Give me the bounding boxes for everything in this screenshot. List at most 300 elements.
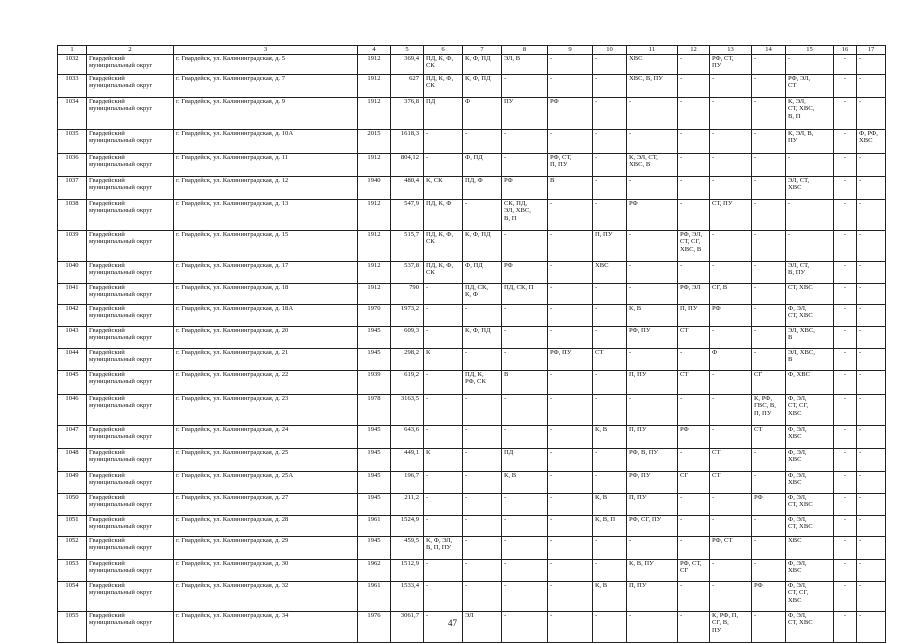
work-type-cell: - [857, 176, 886, 199]
column-number-header: 5 [391, 46, 424, 55]
work-type-cell: - [593, 153, 627, 176]
work-type-cell: - [857, 536, 886, 559]
municipality-cell: Гвардейский муниципальный округ [87, 559, 174, 581]
municipality-cell: Гвардейский муниципальный округ [87, 425, 174, 448]
work-type-cell: ПД [424, 97, 463, 129]
work-type-cell: Ф, ЭЛ, СТ, ХВС [786, 304, 834, 326]
work-type-cell: - [424, 153, 463, 176]
work-type-cell: - [834, 54, 857, 74]
work-type-cell: - [834, 559, 857, 581]
area-cell: 515,7 [391, 230, 424, 261]
year-cell: 1961 [358, 515, 391, 536]
row-number-cell: 1044 [58, 348, 87, 370]
work-type-cell: РФ, ПУ [627, 326, 678, 348]
work-type-cell: - [834, 153, 857, 176]
work-type-cell: - [857, 326, 886, 348]
work-type-cell: СТ, ПУ [710, 199, 752, 230]
work-type-cell: - [834, 611, 857, 642]
work-type-cell: - [502, 394, 548, 425]
address-cell: г. Гвардейск, ул. Калининградская, д. 13 [174, 199, 358, 230]
work-type-cell: - [678, 199, 710, 230]
work-type-cell: СТ [710, 448, 752, 471]
address-cell: г. Гвардейск, ул. Калининградская, д. 12 [174, 176, 358, 199]
table-row [58, 471, 886, 493]
year-cell: 1976 [358, 611, 391, 642]
year-cell: 1939 [358, 370, 391, 394]
work-type-cell: Ф, РФ, ХВС [857, 129, 886, 153]
work-type-cell: - [548, 199, 593, 230]
work-type-cell: - [678, 515, 710, 536]
work-type-cell: - [752, 153, 786, 176]
work-type-cell: СТ [710, 471, 752, 493]
year-cell: 1970 [358, 304, 391, 326]
work-type-cell: - [834, 199, 857, 230]
work-type-cell: - [752, 448, 786, 471]
work-type-cell: - [786, 54, 834, 74]
work-type-cell: - [502, 348, 548, 370]
work-type-cell: РФ [502, 176, 548, 199]
table-row [58, 283, 886, 304]
work-type-cell: - [424, 515, 463, 536]
work-type-cell: - [424, 493, 463, 515]
work-type-cell: - [678, 153, 710, 176]
address-cell: г. Гвардейск, ул. Калининградская, д. 25 [174, 448, 358, 471]
work-type-cell: РФ, ЭЛ, СТ, СГ, ХВС, В [678, 230, 710, 261]
work-type-cell: - [502, 129, 548, 153]
table-row [58, 230, 886, 261]
row-number-cell: 1047 [58, 425, 87, 448]
work-type-cell: - [857, 230, 886, 261]
column-number-header: 1 [58, 46, 87, 55]
work-type-cell: Ф [710, 348, 752, 370]
area-cell: 609,3 [391, 326, 424, 348]
work-type-cell: - [593, 559, 627, 581]
work-type-cell: ЭЛ [463, 611, 502, 642]
work-type-cell: К, Ф, ЭЛ, В, П, ПУ [424, 536, 463, 559]
work-type-cell: - [834, 515, 857, 536]
work-type-cell: - [710, 97, 752, 129]
work-type-cell: К, В [627, 304, 678, 326]
work-type-cell: - [857, 493, 886, 515]
address-cell: г. Гвардейск, ул. Калининградская, д. 24 [174, 425, 358, 448]
table-row [58, 425, 886, 448]
row-number-cell: 1051 [58, 515, 87, 536]
work-type-cell: - [678, 611, 710, 642]
address-cell: г. Гвардейск, ул. Калининградская, д. 32 [174, 581, 358, 611]
municipality-cell: Гвардейский муниципальный округ [87, 230, 174, 261]
address-cell: г. Гвардейск, ул. Калининградская, д. 20 [174, 326, 358, 348]
work-type-cell: К, В [593, 425, 627, 448]
work-type-cell: П, ПУ [593, 230, 627, 261]
work-type-cell: ЭЛ, СТ, В, ПУ [786, 261, 834, 283]
work-type-cell: К, В [502, 471, 548, 493]
work-type-cell: - [752, 283, 786, 304]
address-cell: г. Гвардейск, ул. Калининградская, д. 5 [174, 54, 358, 74]
column-number-header: 12 [678, 46, 710, 55]
work-type-cell: - [710, 153, 752, 176]
table-row [58, 536, 886, 559]
work-type-cell: - [786, 230, 834, 261]
work-type-cell: ПД, К, Ф, СК [424, 230, 463, 261]
address-cell: г. Гвардейск, ул. Калининградская, д. 29 [174, 536, 358, 559]
work-type-cell: - [834, 230, 857, 261]
row-number-cell: 1034 [58, 97, 87, 129]
work-type-cell: - [502, 326, 548, 348]
municipality-cell: Гвардейский муниципальный округ [87, 261, 174, 283]
work-type-cell: ЭЛ, СТ, ХВС [786, 176, 834, 199]
work-type-cell: В [548, 176, 593, 199]
area-cell: 643,6 [391, 425, 424, 448]
area-cell: 211,2 [391, 493, 424, 515]
work-type-cell: - [834, 370, 857, 394]
work-type-cell: - [463, 559, 502, 581]
work-type-cell: - [857, 370, 886, 394]
work-type-cell: СГ [678, 471, 710, 493]
work-type-cell: ПД, СК, П [502, 283, 548, 304]
work-type-cell: - [593, 283, 627, 304]
work-type-cell: - [424, 129, 463, 153]
year-cell: 1945 [358, 425, 391, 448]
work-type-cell: СТ [678, 370, 710, 394]
work-type-cell: - [857, 54, 886, 74]
work-type-cell: К, РФ, ГВС, В, П, ПУ [752, 394, 786, 425]
work-type-cell: Ф, ЭЛ, ХВС [786, 471, 834, 493]
work-type-cell: - [857, 611, 886, 642]
municipality-cell: Гвардейский муниципальный округ [87, 74, 174, 97]
area-cell: 790 [391, 283, 424, 304]
work-type-cell: - [786, 153, 834, 176]
year-cell: 1945 [358, 448, 391, 471]
work-type-cell: - [424, 471, 463, 493]
column-number-header: 16 [834, 46, 857, 55]
work-type-cell: - [593, 326, 627, 348]
work-type-cell: - [710, 176, 752, 199]
column-number-header: 13 [710, 46, 752, 55]
work-type-cell: - [752, 471, 786, 493]
work-type-cell: - [463, 129, 502, 153]
column-number-header-row [58, 46, 886, 55]
work-type-cell: РФ [752, 493, 786, 515]
year-cell: 1912 [358, 153, 391, 176]
work-type-cell: - [834, 176, 857, 199]
work-type-cell: - [593, 370, 627, 394]
work-type-cell: - [548, 581, 593, 611]
work-type-cell: - [463, 304, 502, 326]
work-type-cell: ПД, Ф [463, 176, 502, 199]
work-type-cell: - [548, 536, 593, 559]
work-type-cell: - [678, 261, 710, 283]
address-cell: г. Гвардейск, ул. Калининградская, д. 23 [174, 394, 358, 425]
column-number-header: 3 [174, 46, 358, 55]
municipality-cell: Гвардейский муниципальный округ [87, 581, 174, 611]
work-type-cell: - [752, 611, 786, 642]
work-type-cell: - [627, 230, 678, 261]
municipality-cell: Гвардейский муниципальный округ [87, 129, 174, 153]
work-type-cell: - [857, 515, 886, 536]
table-row [58, 54, 886, 74]
work-type-cell: - [463, 536, 502, 559]
work-type-cell: - [678, 493, 710, 515]
area-cell: 369,4 [391, 54, 424, 74]
municipality-cell: Гвардейский муниципальный округ [87, 536, 174, 559]
work-type-cell: - [710, 515, 752, 536]
work-type-cell: - [502, 611, 548, 642]
column-number-header: 10 [593, 46, 627, 55]
work-type-cell: - [752, 199, 786, 230]
work-type-cell: СТ [678, 326, 710, 348]
column-number-header: 11 [627, 46, 678, 55]
work-type-cell: ЭЛ, ХВС, В [786, 348, 834, 370]
work-type-cell: - [834, 493, 857, 515]
work-type-cell: - [752, 515, 786, 536]
work-type-cell: - [424, 611, 463, 642]
address-cell: г. Гвардейск, ул. Калининградская, д. 34 [174, 611, 358, 642]
work-type-cell: РФ, В, ПУ [627, 448, 678, 471]
work-type-cell: К [424, 348, 463, 370]
row-number-cell: 1055 [58, 611, 87, 642]
work-type-cell: СТ [593, 348, 627, 370]
work-type-cell: - [834, 97, 857, 129]
column-number-header: 15 [786, 46, 834, 55]
address-cell: г. Гвардейск, ул. Калининградская, д. 25А [174, 471, 358, 493]
work-type-cell: РФ, СТ [710, 536, 752, 559]
work-type-cell: Ф, ЭЛ, СТ, ХВС [786, 611, 834, 642]
work-type-cell: - [593, 394, 627, 425]
municipality-cell: Гвардейский муниципальный округ [87, 283, 174, 304]
work-type-cell: - [834, 261, 857, 283]
row-number-cell: 1037 [58, 176, 87, 199]
work-type-cell: Ф, ПД [463, 153, 502, 176]
work-type-cell: - [424, 394, 463, 425]
municipality-cell: Гвардейский муниципальный округ [87, 611, 174, 642]
row-number-cell: 1042 [58, 304, 87, 326]
work-type-cell: ПД, К, РФ, СК [463, 370, 502, 394]
work-type-cell: ПУ [502, 97, 548, 129]
table-body [58, 54, 886, 642]
work-type-cell: - [548, 471, 593, 493]
work-type-cell: - [752, 74, 786, 97]
work-type-cell: К, ЭЛ, В, ПУ [786, 129, 834, 153]
column-number-header: 6 [424, 46, 463, 55]
work-type-cell: - [678, 448, 710, 471]
address-cell: г. Гвардейск, ул. Калининградская, д. 30 [174, 559, 358, 581]
area-cell: 3163,5 [391, 394, 424, 425]
work-type-cell: К, В, П [593, 515, 627, 536]
work-type-cell: - [678, 54, 710, 74]
work-type-cell: - [502, 425, 548, 448]
work-type-cell: - [710, 581, 752, 611]
area-cell: 804,12 [391, 153, 424, 176]
work-type-cell: - [463, 515, 502, 536]
column-number-header: 9 [548, 46, 593, 55]
work-type-cell: - [593, 536, 627, 559]
work-type-cell: К, Ф, ПД [463, 54, 502, 74]
area-cell: 3061,7 [391, 611, 424, 642]
work-type-cell: Ф, ЭЛ, СТ, ХВС [786, 493, 834, 515]
municipality-cell: Гвардейский муниципальный округ [87, 54, 174, 74]
work-type-cell: СГ, В [710, 283, 752, 304]
work-type-cell: К, В, ПУ [627, 559, 678, 581]
work-type-cell: - [593, 304, 627, 326]
year-cell: 1961 [358, 581, 391, 611]
work-type-cell: - [502, 493, 548, 515]
work-type-cell: РФ, СТ, ПУ [710, 54, 752, 74]
work-type-cell: - [548, 230, 593, 261]
work-type-cell: - [857, 581, 886, 611]
work-type-cell: Ф, ЭЛ, СТ, СГ, ХВС [786, 581, 834, 611]
work-type-cell: ХВС [593, 261, 627, 283]
address-cell: г. Гвардейск, ул. Калининградская, д. 27 [174, 493, 358, 515]
work-type-cell: - [752, 304, 786, 326]
work-type-cell: - [593, 97, 627, 129]
work-type-cell: - [424, 283, 463, 304]
work-type-cell: - [834, 326, 857, 348]
work-type-cell: - [593, 74, 627, 97]
work-type-cell: ЭЛ, ХВС, В [786, 326, 834, 348]
column-number-header: 17 [857, 46, 886, 55]
work-type-cell: - [502, 230, 548, 261]
work-type-cell: - [463, 493, 502, 515]
work-type-cell: ПД, К, Ф [424, 199, 463, 230]
municipality-cell: Гвардейский муниципальный округ [87, 304, 174, 326]
row-number-cell: 1035 [58, 129, 87, 153]
work-type-cell: - [548, 559, 593, 581]
table-row [58, 448, 886, 471]
work-type-cell: Ф, ЭЛ, ХВС [786, 559, 834, 581]
row-number-cell: 1052 [58, 536, 87, 559]
area-cell: 449,1 [391, 448, 424, 471]
row-number-cell: 1048 [58, 448, 87, 471]
row-number-cell: 1036 [58, 153, 87, 176]
year-cell: 2015 [358, 129, 391, 153]
table-row [58, 97, 886, 129]
work-type-cell: - [627, 261, 678, 283]
municipality-cell: Гвардейский муниципальный округ [87, 471, 174, 493]
work-type-cell: - [548, 54, 593, 74]
work-type-cell: - [857, 304, 886, 326]
table-row [58, 129, 886, 153]
work-type-cell: - [834, 394, 857, 425]
work-type-cell: Ф, ХВС [786, 370, 834, 394]
work-type-cell: - [834, 304, 857, 326]
year-cell: 1945 [358, 326, 391, 348]
area-cell: 1524,9 [391, 515, 424, 536]
work-type-cell: К, Ф, ПД [463, 326, 502, 348]
address-cell: г. Гвардейск, ул. Калининградская, д. 11 [174, 153, 358, 176]
work-type-cell: - [548, 515, 593, 536]
work-type-cell: РФ, ПУ [548, 348, 593, 370]
work-type-cell: - [710, 74, 752, 97]
capital-repair-table [57, 45, 886, 643]
work-type-cell: ПД, К, Ф, СК [424, 261, 463, 283]
work-type-cell: - [502, 515, 548, 536]
municipality-cell: Гвардейский муниципальный округ [87, 97, 174, 129]
work-type-cell: В [502, 370, 548, 394]
work-type-cell: - [834, 74, 857, 97]
area-cell: 1973,2 [391, 304, 424, 326]
work-type-cell: - [834, 129, 857, 153]
work-type-cell: - [424, 559, 463, 581]
work-type-cell: К [424, 448, 463, 471]
row-number-cell: 1040 [58, 261, 87, 283]
work-type-cell: - [627, 97, 678, 129]
work-type-cell: - [710, 129, 752, 153]
work-type-cell: СК, ПД, ЭЛ, ХВС, В, П [502, 199, 548, 230]
work-type-cell: РФ, ЭЛ [678, 283, 710, 304]
work-type-cell: - [548, 129, 593, 153]
work-type-cell: П, ПУ [627, 581, 678, 611]
year-cell: 1945 [358, 471, 391, 493]
work-type-cell: - [463, 425, 502, 448]
row-number-cell: 1045 [58, 370, 87, 394]
work-type-cell: - [548, 448, 593, 471]
work-type-cell: - [424, 425, 463, 448]
work-type-cell: ЭЛ, В [502, 54, 548, 74]
year-cell: 1912 [358, 261, 391, 283]
table-row [58, 74, 886, 97]
municipality-cell: Гвардейский муниципальный округ [87, 394, 174, 425]
work-type-cell: - [678, 536, 710, 559]
column-number-header: 2 [87, 46, 174, 55]
work-type-cell: - [834, 425, 857, 448]
work-type-cell: - [710, 493, 752, 515]
area-cell: 376,8 [391, 97, 424, 129]
area-cell: 1512,9 [391, 559, 424, 581]
work-type-cell: Ф, ПД [463, 261, 502, 283]
work-type-cell: РФ, СТ, П, ПУ [548, 153, 593, 176]
work-type-cell: К, ЭЛ, СТ, ХВС, В, П [786, 97, 834, 129]
address-cell: г. Гвардейск, ул. Калининградская, д. 15 [174, 230, 358, 261]
municipality-cell: Гвардейский муниципальный округ [87, 153, 174, 176]
table-row [58, 559, 886, 581]
work-type-cell: СТ, ХВС [786, 283, 834, 304]
work-type-cell: - [424, 326, 463, 348]
area-cell: 298,2 [391, 348, 424, 370]
work-type-cell: - [678, 394, 710, 425]
work-type-cell: - [502, 74, 548, 97]
work-type-cell: Ф, ЭЛ, СТ, СГ, ХВС [786, 394, 834, 425]
year-cell: 1912 [358, 230, 391, 261]
column-number-header: 7 [463, 46, 502, 55]
work-type-cell: - [627, 394, 678, 425]
work-type-cell: - [710, 261, 752, 283]
column-number-header: 8 [502, 46, 548, 55]
municipality-cell: Гвардейский муниципальный округ [87, 448, 174, 471]
area-cell: 459,5 [391, 536, 424, 559]
work-type-cell: - [502, 304, 548, 326]
page-number: 47 [448, 618, 457, 628]
work-type-cell: - [627, 536, 678, 559]
work-type-cell: - [593, 611, 627, 642]
work-type-cell: К, ЭЛ, СТ, ХВС, В [627, 153, 678, 176]
work-type-cell: - [834, 448, 857, 471]
work-type-cell: - [834, 581, 857, 611]
work-type-cell: К, Ф, ПД [463, 74, 502, 97]
work-type-cell: - [463, 471, 502, 493]
work-type-cell: - [424, 581, 463, 611]
work-type-cell: - [593, 176, 627, 199]
work-type-cell: РФ, СГ, ПУ [627, 515, 678, 536]
year-cell: 1962 [358, 559, 391, 581]
work-type-cell: Ф, ЭЛ, ХВС [786, 425, 834, 448]
work-type-cell: Ф [463, 97, 502, 129]
row-number-cell: 1041 [58, 283, 87, 304]
work-type-cell: РФ, ПУ [627, 471, 678, 493]
year-cell: 1912 [358, 283, 391, 304]
work-type-cell: - [627, 129, 678, 153]
area-cell: 547,9 [391, 199, 424, 230]
table-row [58, 304, 886, 326]
